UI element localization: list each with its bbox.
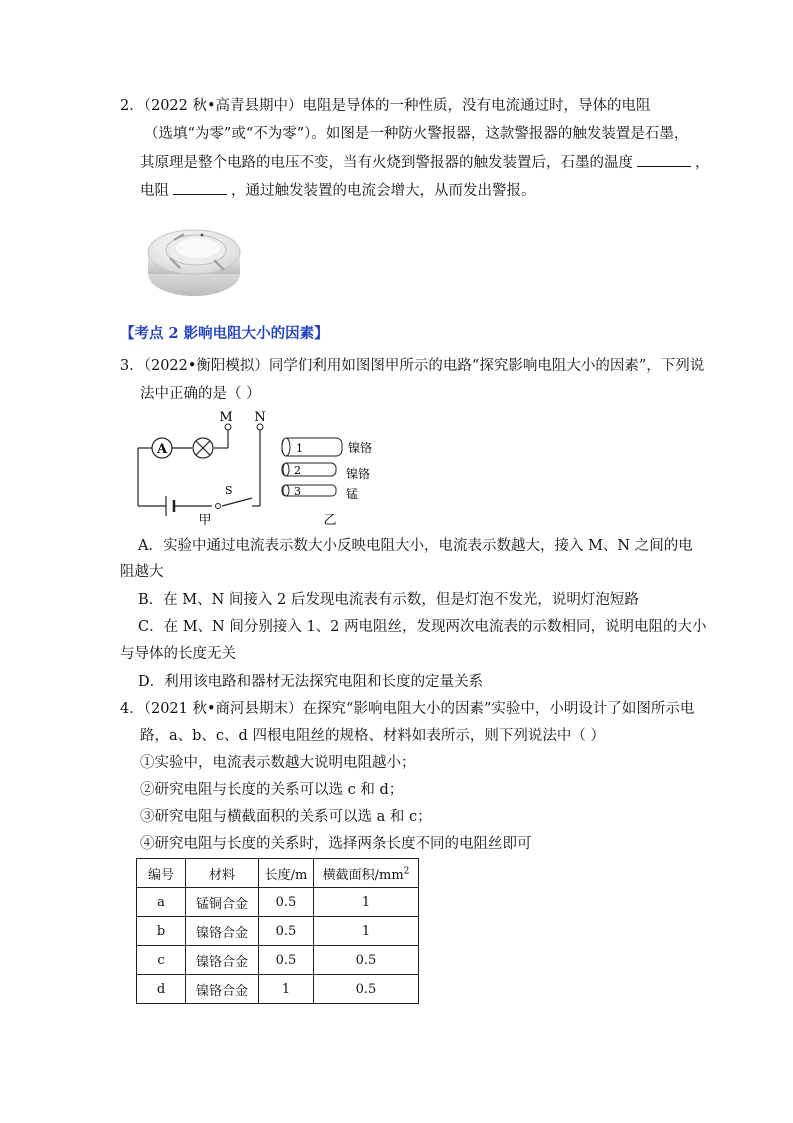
q3-option-c: C．在 M、N 间分别接入 1、2 两电阻丝，发现两次电流表的示数相同，说明电阻的大小 xyxy=(138,619,707,635)
section-heading: 【考点 2 影响电阻大小的因素】 xyxy=(120,325,329,342)
table-row: a 锰铜合金 0.5 1 xyxy=(137,888,419,917)
fire-alarm-image xyxy=(140,210,248,306)
q2-line-3: 其原理是整个电路的电压不变，当有火烧到警报器的触发装置后，石墨的温度 ， xyxy=(140,152,710,173)
q4-statement-2: ②研究电阻与长度的关系可以选 c 和 d； xyxy=(140,782,404,798)
answer-blank-temperature[interactable] xyxy=(637,152,691,167)
q2-line-4: 电阻 ，通过触发装置的电流会增大，从而发出警报。 xyxy=(140,180,536,201)
answer-blank-resistance[interactable] xyxy=(173,180,227,195)
q2-line-2 xyxy=(140,124,688,144)
q3-option-a-cont: 阻越大 xyxy=(120,564,164,580)
svg-text:3: 3 xyxy=(294,485,301,498)
wire-spec-table xyxy=(136,858,419,1004)
caption-jia: 甲 xyxy=(198,513,212,528)
header-material: 材料 xyxy=(186,859,259,888)
ammeter-icon xyxy=(152,438,172,458)
circuit-diagram xyxy=(130,408,410,530)
table-header-row xyxy=(137,859,419,888)
terminal-m-label: M xyxy=(219,410,233,425)
q3-option-d: D．利用该电路和器材无法探究电阻和长度的定量关系 xyxy=(138,674,484,690)
header-id: 编号 xyxy=(137,859,186,888)
table-row: c 镍铬合金 0.5 0.5 xyxy=(137,946,419,975)
terminal-n-label: N xyxy=(254,410,266,425)
table-row: d 镍铬合金 1 0.5 xyxy=(137,975,419,1004)
q4-line-1: 4．（2021 秋•商河县期末）在探究“影响电阻大小的因素”实验中，小明设计了如图所示电 xyxy=(120,701,695,717)
q4-statement-4: ④研究电阻与长度的关系时，选择两条长度不同的电阻丝即可 xyxy=(140,836,532,852)
q2-line-1: 2．（2022 秋•高青县期中）电阻是导体的一种性质，没有电流通过时，导体的电阻 xyxy=(120,98,651,114)
svg-text:1: 1 xyxy=(296,442,303,455)
q2-line-3-text: 其原理是整个电路的电压不变，当有火烧到警报器的触发装置后，石墨的温度 xyxy=(140,155,633,171)
q4-statement-3: ③研究电阻与横截面积的关系可以选 a 和 c； xyxy=(140,809,432,825)
resistance-wire-3 xyxy=(282,485,358,501)
svg-text:锰: 锰 xyxy=(346,487,359,501)
q2-line-2-text: （选填“为零”或“不为零”）。如图是一种防火警报器，这款警报器的触发装置是石墨， xyxy=(144,126,689,142)
switch-label: S xyxy=(225,484,233,497)
lamp-icon xyxy=(193,438,213,458)
table-row: b 镍铬合金 0.5 1 xyxy=(137,917,419,946)
q3-option-b: B．在 M、N 间接入 2 后发现电流表有示数，但是灯泡不发光，说明灯泡短路 xyxy=(138,592,639,608)
q4-line-2: 路，a、b、c、d 四根电阻丝的规格、材料如表所示，则下列说法中（ ） xyxy=(140,728,606,744)
svg-text:镍铬: 镍铬 xyxy=(348,441,373,455)
q3-option-c-cont: 与导体的长度无关 xyxy=(120,646,236,662)
caption-yi: 乙 xyxy=(323,513,337,528)
q3-line-2: 法中正确的是（ ） xyxy=(140,386,261,402)
resistance-wire-2 xyxy=(282,463,370,481)
svg-text:A: A xyxy=(156,442,168,457)
q4-statement-1: ①实验中，电流表示数越大说明电阻越小； xyxy=(140,755,416,771)
header-area: 横截面积$/mm^2$ xyxy=(314,859,419,888)
svg-text:镍铬: 镍铬 xyxy=(346,467,371,481)
resistance-wire-1 xyxy=(282,438,372,456)
q3-option-a: A．实验中通过电流表示数大小反映电阻大小，电流表示数越大，接入 M、N 之间的电 xyxy=(138,538,693,554)
svg-text:2: 2 xyxy=(294,464,301,477)
q3-line-1: 3．（2022•衡阳模拟）同学们利用如图图甲所示的电路“探究影响电阻大小的因素”，下列说 xyxy=(120,358,705,374)
header-length: 长度/m xyxy=(259,859,314,888)
